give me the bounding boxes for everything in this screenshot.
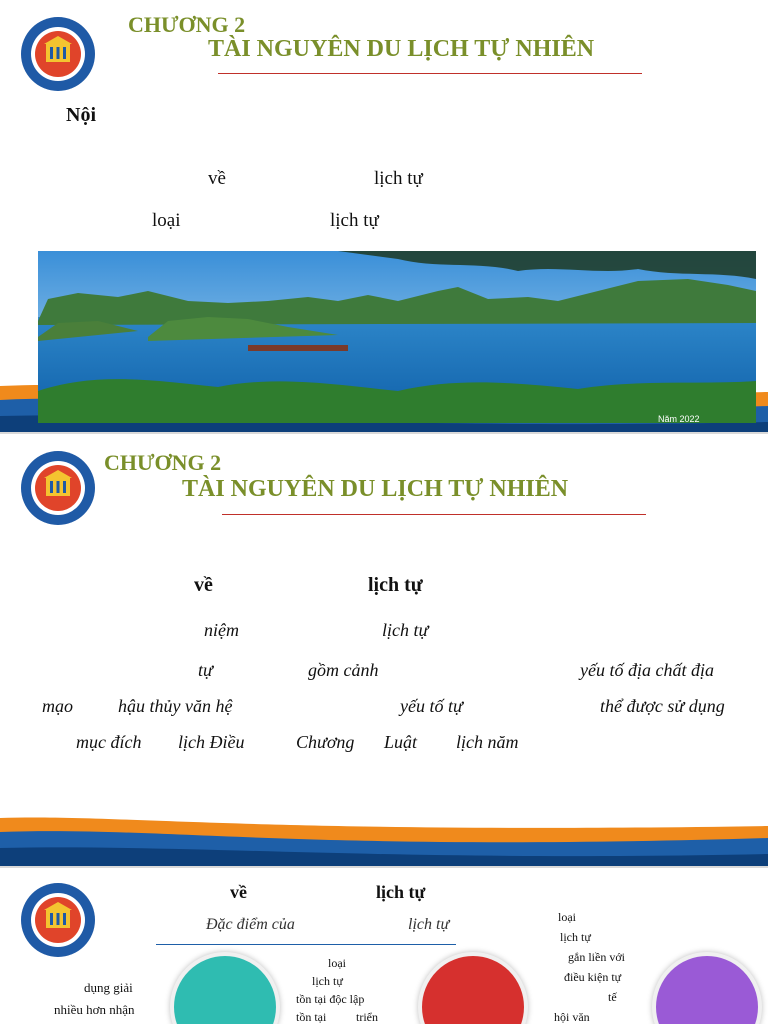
row2-b: gồm cảnh (308, 660, 379, 680)
mid-text-2: lịch tự (312, 974, 343, 988)
subheading-a: Đặc điểm của (206, 916, 295, 933)
right-text-6: hội văn (554, 1010, 590, 1024)
row4-c: Chương (296, 732, 355, 752)
row4-a: mục đích (76, 732, 142, 752)
left-text-2: nhiều hơn nhận (54, 1002, 135, 1017)
mid-text-5: triển (356, 1010, 378, 1024)
row1-b: lịch tự (382, 620, 429, 640)
row4-b: lịch Điều (178, 732, 245, 752)
left-text-1: dụng giải (84, 980, 133, 995)
title-underline (218, 73, 642, 74)
content-line2-b: lịch tự (330, 210, 379, 231)
chapter-label: CHƯƠNG 2 (104, 450, 222, 475)
title-underline (222, 514, 646, 515)
mid-text-3: tồn tại độc lập (296, 992, 365, 1006)
row1-a: niệm (204, 620, 239, 640)
chapter-title: TÀI NGUYÊN DU LỊCH TỰ NHIÊN (182, 476, 569, 502)
content-line1-a: về (208, 168, 226, 189)
row3-b: hậu thủy văn hệ (118, 696, 233, 716)
university-logo (20, 450, 96, 526)
slide-1 (0, 0, 768, 432)
chapter-label: CHƯƠNG 2 (128, 12, 246, 37)
content-heading: Nội (66, 104, 96, 126)
right-text-2: lịch tự (560, 930, 591, 944)
right-text-4: điều kiện tự (564, 970, 622, 984)
mid-text-4: tồn tại (296, 1010, 327, 1024)
slide-3 (0, 868, 768, 1024)
row4-d: Luật (384, 732, 418, 752)
chapter-title: TÀI NGUYÊN DU LỊCH TỰ NHIÊN (208, 36, 595, 62)
red-circle (418, 952, 528, 1024)
right-text-3: gắn liền với (568, 950, 625, 964)
row3-a: mạo (42, 696, 73, 716)
row4-e: lịch năm (456, 732, 519, 752)
right-text-1: loại (558, 910, 576, 924)
row2-a: tự (198, 660, 213, 680)
bottom-swoosh (0, 808, 768, 866)
mid-text-1: loại (328, 956, 346, 970)
right-text-5: tế (608, 990, 617, 1004)
university-logo (20, 16, 96, 92)
slide-2 (0, 434, 768, 866)
photo-caption: Năm 2022 (658, 414, 700, 424)
content-line2-a: loại (152, 210, 181, 231)
teal-circle (170, 952, 280, 1024)
ha-long-bay-photo (38, 251, 756, 423)
section-heading-a: về (194, 574, 213, 596)
content-line1-b: lịch tự (374, 168, 423, 189)
section-heading-b: lịch tự (368, 574, 423, 596)
row2-c: yếu tố địa chất địa (580, 660, 714, 680)
row3-d: thể được sử dụng (600, 696, 725, 716)
row3-c: yếu tố tự (400, 696, 463, 716)
university-logo (20, 882, 96, 958)
subheading-b: lịch tự (408, 916, 450, 933)
section-heading-a: về (230, 882, 247, 902)
purple-circle (652, 952, 762, 1024)
subheading-rule (156, 944, 456, 945)
section-heading-b: lịch tự (376, 882, 426, 902)
